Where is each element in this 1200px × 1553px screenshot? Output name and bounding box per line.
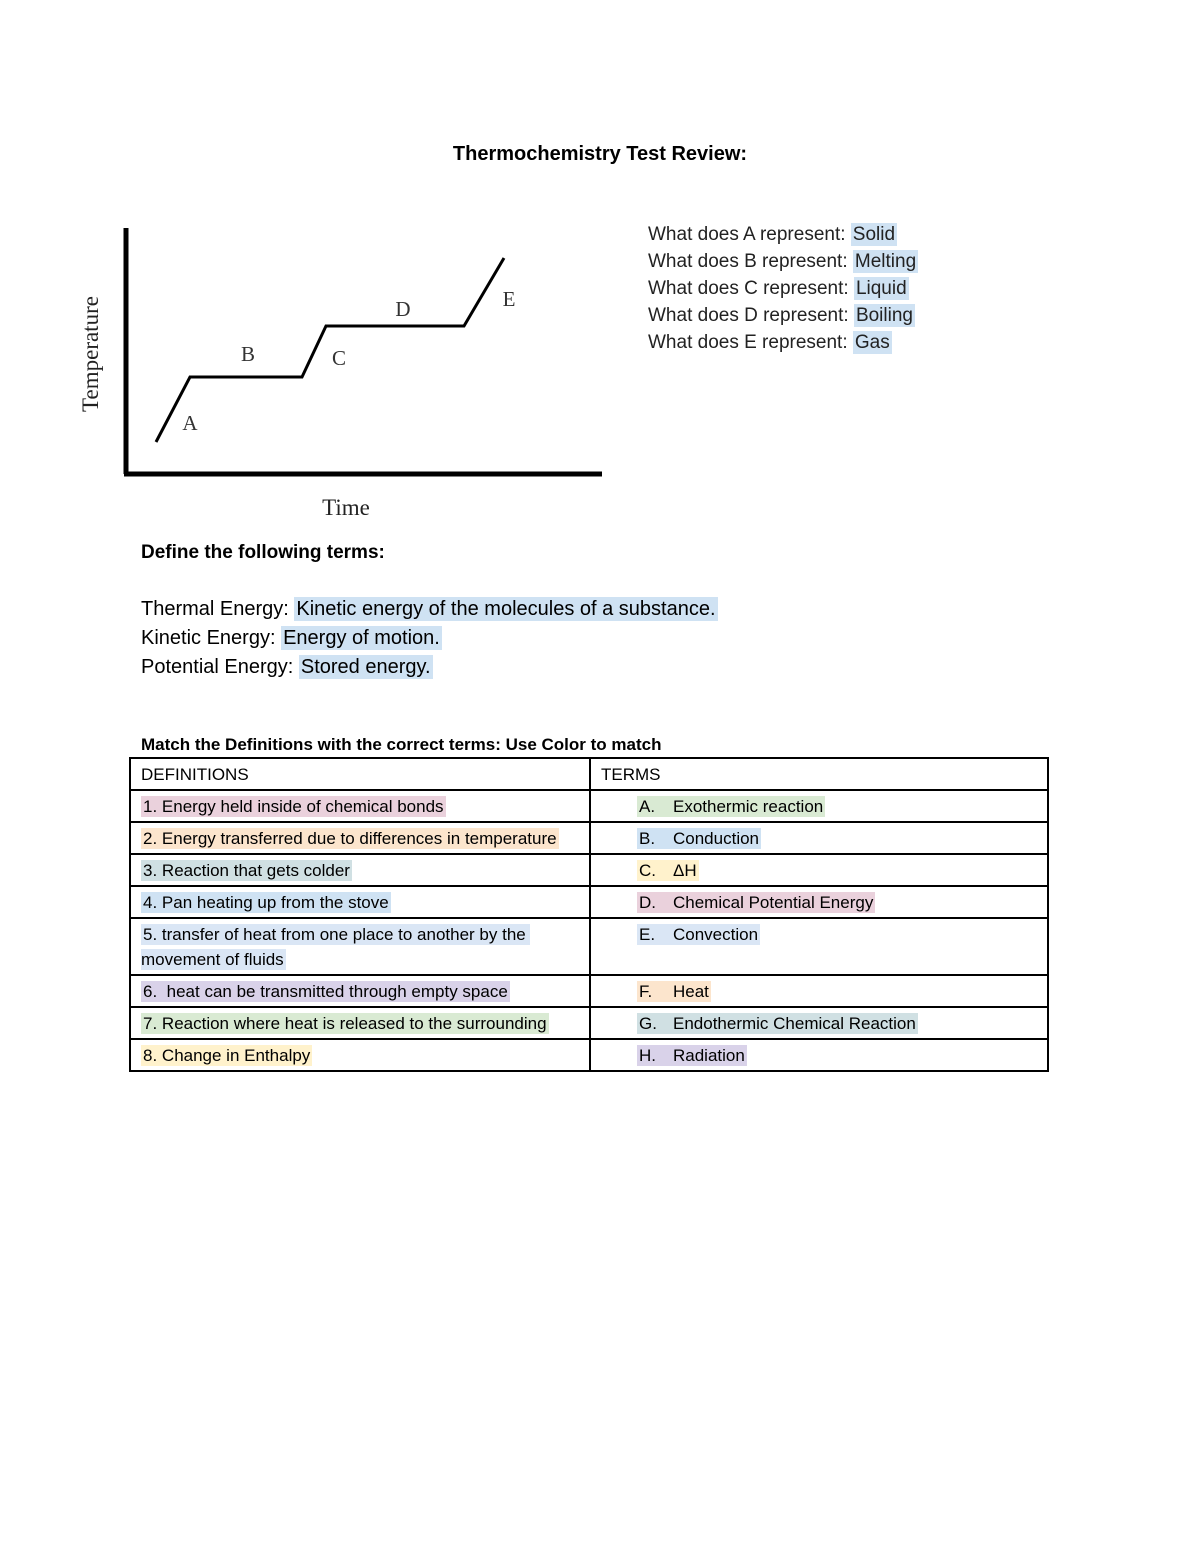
definition-term: Thermal Energy:: [141, 598, 295, 620]
question-row: [648, 275, 918, 302]
question-prompt: What does D represent:: [648, 305, 854, 326]
definition-number: 8.: [143, 1046, 158, 1065]
heating-curve-line: [156, 258, 504, 442]
question-prompt: What does B represent:: [648, 251, 853, 272]
term-cell: [590, 790, 1048, 822]
definition-body: Change in Enthalpy: [157, 1046, 311, 1065]
definition-text: [141, 981, 510, 1002]
question-prompt: What does C represent:: [648, 278, 854, 299]
definition-cell: [130, 918, 590, 975]
definitions-list: [141, 595, 718, 682]
term-letter: B.: [639, 829, 656, 848]
definition-body: Reaction where heat is released to the surrounding: [157, 1014, 547, 1033]
page-title: Thermochemistry Test Review:: [452, 143, 748, 165]
term-body: Radiation: [673, 1046, 745, 1065]
term-text: [637, 981, 711, 1002]
segment-label-d: D: [395, 297, 411, 321]
term-cell: [590, 886, 1048, 918]
definition-number: 6.: [143, 982, 158, 1001]
table-row: [130, 1007, 1048, 1039]
term-text: [637, 796, 825, 817]
term-letter: E.: [639, 925, 656, 944]
definition-cell: [130, 886, 590, 918]
definition-body: Energy held inside of chemical bonds: [157, 797, 444, 816]
definition-number: 2.: [143, 829, 158, 848]
define-heading: Define the following terms:: [141, 542, 385, 563]
matching-table: [129, 757, 1049, 1072]
segment-label-c: C: [331, 346, 347, 370]
definition-text: [141, 796, 446, 817]
question-answer: Solid: [852, 224, 896, 245]
term-letter: C.: [639, 861, 656, 880]
definition-cell: [130, 1007, 590, 1039]
term-body: Convection: [673, 925, 759, 944]
term-cell: [590, 822, 1048, 854]
term-text: [637, 828, 761, 849]
question-row: [648, 302, 918, 329]
segment-label-e: E: [502, 287, 516, 311]
term-letter: G.: [639, 1014, 657, 1033]
table-row: [130, 854, 1048, 886]
definition-row: [141, 595, 718, 624]
question-answer: Boiling: [855, 305, 913, 326]
definition-number: 5.: [143, 925, 158, 944]
definition-text: [141, 1013, 549, 1034]
term-text: [637, 1045, 747, 1066]
table-row: [130, 975, 1048, 1007]
definition-cell: [130, 822, 590, 854]
question-row: [648, 248, 918, 275]
y-axis-label: Temperature: [78, 296, 103, 412]
term-body: Endothermic Chemical Reaction: [673, 1014, 916, 1033]
term-letter: F.: [639, 982, 653, 1001]
definition-number: 7.: [143, 1014, 158, 1033]
definition-text: [141, 860, 352, 881]
term-text: [637, 924, 760, 945]
heating-curve-graph: [70, 212, 610, 532]
definition-number: 3.: [143, 861, 158, 880]
header-terms: TERMS: [590, 758, 1048, 790]
definition-text: [141, 924, 530, 970]
x-axis-label: Time: [322, 495, 370, 520]
definition-cell: [130, 975, 590, 1007]
term-text: [637, 860, 699, 881]
definition-body: Reaction that gets colder: [157, 861, 350, 880]
term-letter: H.: [639, 1046, 656, 1065]
term-cell: [590, 918, 1048, 975]
definition-cell: [130, 854, 590, 886]
table-row: [130, 886, 1048, 918]
question-answer: Gas: [854, 332, 890, 353]
term-body: Chemical Potential Energy: [673, 893, 874, 912]
question-answer: Liquid: [855, 278, 907, 299]
definition-number: 4.: [143, 893, 158, 912]
definition-text: [141, 828, 559, 849]
table-row: [130, 1039, 1048, 1071]
definition-answer: Stored energy.: [300, 656, 431, 678]
header-definitions: DEFINITIONS: [130, 758, 590, 790]
table-row: [130, 790, 1048, 822]
term-letter: D.: [639, 893, 656, 912]
question-answer: Melting: [854, 251, 917, 272]
term-cell: [590, 1007, 1048, 1039]
term-text: [637, 1013, 918, 1034]
definition-body: heat can be transmitted through empty space: [157, 982, 508, 1001]
definition-row: [141, 624, 718, 653]
definition-row: [141, 653, 718, 682]
definition-answer: Kinetic energy of the molecules of a substance.: [296, 598, 716, 620]
definition-term: Kinetic Energy:: [141, 627, 282, 649]
term-text: [637, 892, 875, 913]
definition-term: Potential Energy:: [141, 656, 299, 678]
term-letter: A.: [639, 797, 656, 816]
term-cell: [590, 975, 1048, 1007]
definition-body: Pan heating up from the stove: [157, 893, 389, 912]
table-row: [130, 822, 1048, 854]
definition-text: [141, 892, 391, 913]
segment-label-a: A: [182, 411, 198, 435]
table-header-row: [130, 758, 1048, 790]
segment-label-b: B: [240, 342, 256, 366]
term-body: Heat: [673, 982, 709, 1001]
definition-answer: Energy of motion.: [283, 627, 440, 649]
question-row: [648, 329, 918, 356]
match-heading: Match the Definitions with the correct terms: Use Color to match: [141, 735, 662, 754]
question-row: [648, 221, 918, 248]
definition-number: 1.: [143, 797, 158, 816]
question-prompt: What does E represent:: [648, 332, 853, 353]
question-prompt: What does A represent:: [648, 224, 851, 245]
definition-text: [141, 1045, 312, 1066]
table-row: [130, 918, 1048, 975]
definition-cell: [130, 1039, 590, 1071]
term-cell: [590, 1039, 1048, 1071]
definition-body: transfer of heat from one place to another by the movement of fluids: [141, 925, 531, 969]
definition-cell: [130, 790, 590, 822]
definition-body: Energy transferred due to differences in temperature: [157, 829, 557, 848]
term-body: ΔH: [673, 861, 697, 880]
term-body: Conduction: [673, 829, 760, 848]
phase-questions: [648, 221, 918, 356]
term-cell: [590, 854, 1048, 886]
term-body: Exothermic reaction: [673, 797, 824, 816]
